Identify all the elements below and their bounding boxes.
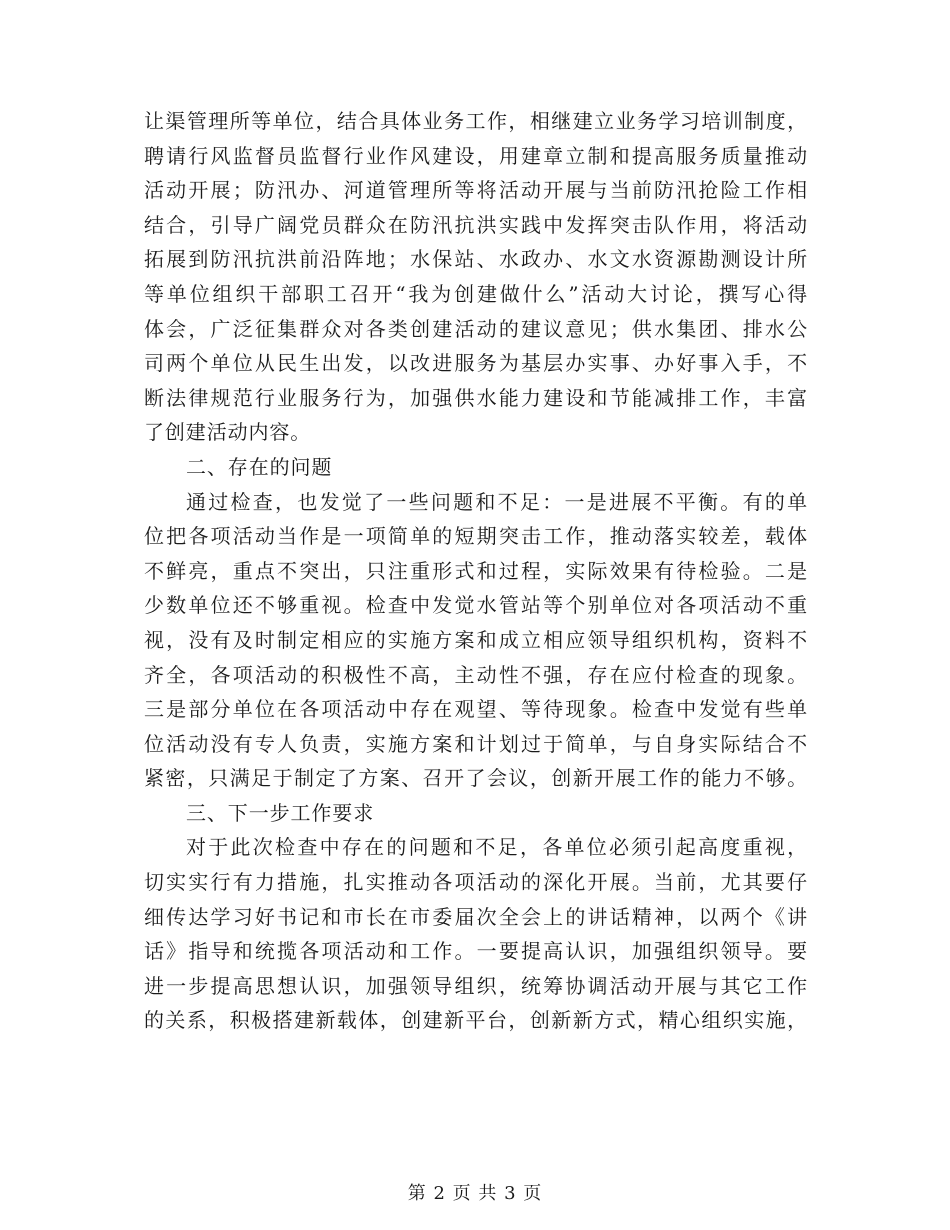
text-line: 视，没有及时制定相应的实施方案和成立相应领导组织机构，资料不: [144, 627, 808, 652]
section-heading: 三、下一步工作要求: [186, 800, 375, 825]
text-line: 聘请行风监督员监督行业作风建设，用建章立制和提高服务质量推动: [144, 143, 808, 168]
text-line: 话》指导和统揽各项活动和工作。一要提高认识，加强组织领导。要: [144, 939, 808, 964]
text-line: 让渠管理所等单位，结合具体业务工作，相继建立业务学习培训制度，: [144, 109, 808, 133]
text-line: 切实实行有力措施，扎实推动各项活动的深化开展。当前，尤其要仔: [144, 870, 808, 895]
section-heading: 二、存在的问题: [186, 454, 333, 479]
text-line: 对于此次检查中存在的问题和不足，各单位必须引起高度重视，: [186, 835, 808, 860]
text-line: 齐全，各项活动的积极性不高，主动性不强，存在应付检查的现象。: [144, 662, 808, 687]
text-line: 体会，广泛征集群众对各类创建活动的建议意见；供水集团、排水公: [144, 316, 808, 341]
text-line: 进一步提高思想认识，加强领导组织，统筹协调活动开展与其它工作: [144, 973, 808, 998]
text-line: 位活动没有专人负责，实施方案和计划过于简单，与自身实际结合不: [144, 731, 808, 756]
text-line: 位把各项活动当作是一项简单的短期突击工作，推动落实较差，载体: [144, 524, 808, 549]
text-line: 等单位组织干部职工召开“我为创建做什么”活动大讨论，撰写心得: [144, 281, 808, 306]
text-line: 了创建活动内容。: [144, 420, 312, 445]
text-line: 断法律规范行业服务行为，加强供水能力建设和节能减排工作，丰富: [144, 385, 808, 410]
text-line: 紧密，只满足于制定了方案、召开了会议，创新开展工作的能力不够。: [144, 766, 808, 791]
page-number-footer: 第 2 页 共 3 页: [407, 1183, 543, 1204]
text-line: 三是部分单位在各项活动中存在观望、等待现象。检查中发觉有些单: [144, 697, 808, 722]
text-line: 活动开展；防汛办、河道管理所等将活动开展与当前防汛抢险工作相: [144, 178, 808, 203]
text-line: 少数单位还不够重视。检查中发觉水管站等个别单位对各项活动不重: [144, 593, 808, 618]
text-line: 通过检查，也发觉了一些问题和不足：一是进展不平衡。有的单: [186, 489, 808, 514]
text-line: 结合，引导广阔党员群众在防汛抗洪实践中发挥突击队作用，将活动: [144, 212, 808, 237]
text-line: 拓展到防汛抗洪前沿阵地；水保站、水政办、水文水资源勘测设计所: [144, 247, 808, 272]
text-line: 细传达学习好书记和市长在市委届次全会上的讲话精神，以两个《讲: [144, 904, 808, 929]
document-body: [144, 104, 808, 1038]
text-line: 的关系，积极搭建新载体，创建新平台，创新新方式，精心组织实施，: [144, 1008, 808, 1033]
text-line: 不鲜亮，重点不突出，只注重形式和过程，实际效果有待检验。二是: [144, 558, 808, 583]
text-line: 司两个单位从民生出发，以改进服务为基层办实事、办好事入手，不: [144, 351, 808, 376]
